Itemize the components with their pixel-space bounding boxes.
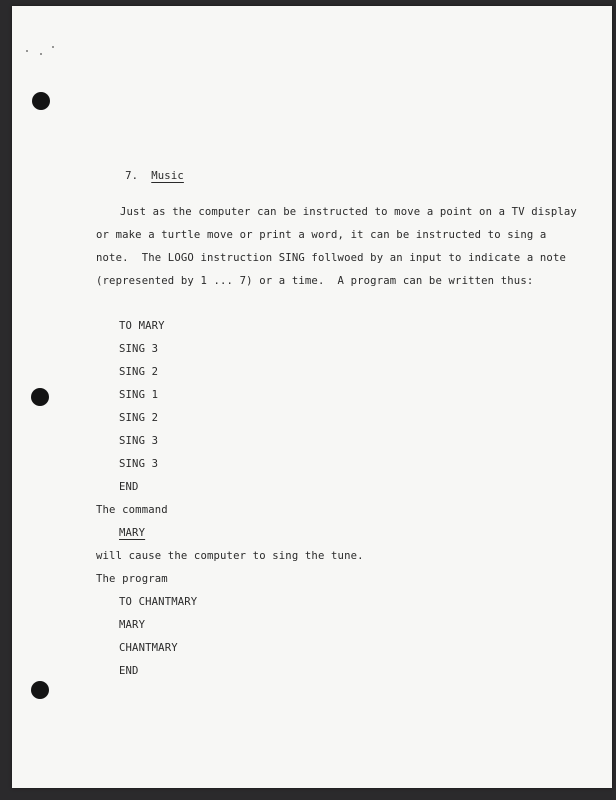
document-page: [12, 6, 612, 788]
program-line: SING 3: [119, 343, 159, 355]
paragraph-line: Just as the computer can be instructed to move a point on a TV display: [120, 206, 577, 218]
program-line: CHANTMARY: [119, 642, 178, 654]
heading: [99, 158, 184, 194]
program-line: SING 2: [119, 366, 159, 378]
punch-hole-icon: [31, 388, 49, 406]
paper-speck: [26, 50, 28, 52]
heading-title: Music: [151, 170, 184, 182]
program-line: SING 2: [119, 412, 159, 424]
punch-hole-icon: [32, 92, 50, 110]
program-line: SING 3: [119, 435, 159, 447]
program-line: END: [119, 665, 139, 677]
program-line: MARY: [119, 619, 146, 631]
command-name: MARY: [119, 527, 146, 539]
heading-number: 7.: [125, 170, 139, 182]
punch-hole-icon: [31, 681, 49, 699]
program-line: END: [119, 481, 139, 493]
program-line: SING 3: [119, 458, 159, 470]
paragraph-line: or make a turtle move or print a word, it can be instructed to sing a: [96, 229, 547, 241]
paper-speck: [40, 53, 42, 55]
command-intro: The command: [96, 504, 168, 516]
program-line: TO CHANTMARY: [119, 596, 198, 608]
paragraph-line: note. The LOGO instruction SING follwoed by an input to indicate a note: [96, 252, 567, 264]
paragraph-line: (represented by 1 ... 7) or a time. A program can be written thus:: [96, 275, 534, 287]
command-description: will cause the computer to sing the tune.: [96, 550, 364, 562]
program-intro: The program: [96, 573, 168, 585]
program-line: TO MARY: [119, 320, 165, 332]
program-line: SING 1: [119, 389, 159, 401]
paper-speck: [52, 46, 54, 48]
